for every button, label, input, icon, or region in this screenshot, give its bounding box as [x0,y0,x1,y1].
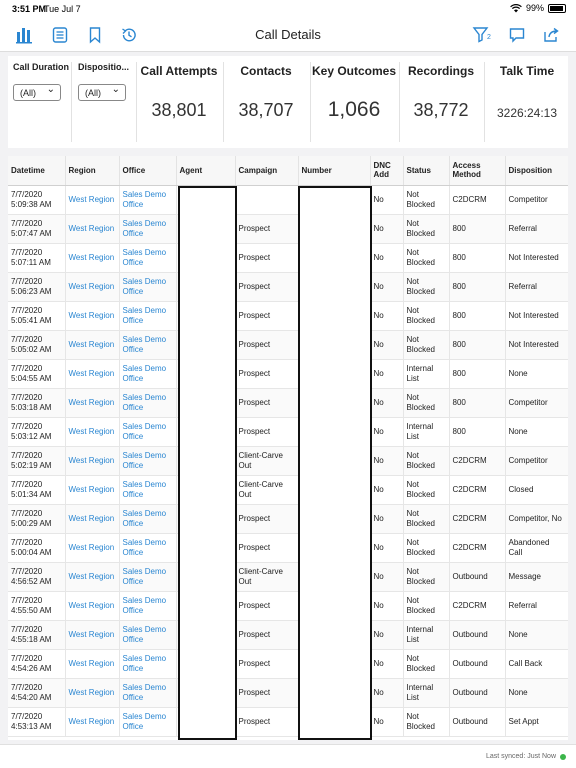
kpi-label: Contacts [240,64,292,78]
kpi-label: Call Attempts [140,64,218,78]
cell-office[interactable]: Sales Demo Office [119,591,176,620]
cell-disposition: Competitor, No [505,504,568,533]
cell-status: Not Blocked [403,185,449,214]
cell-region[interactable]: West Region [65,591,119,620]
cell-disposition: Abandoned Call [505,533,568,562]
kpi-talk-time[interactable] [486,56,568,148]
cell-status: Internal List [403,678,449,707]
sync-status-icon [560,754,566,760]
cell-dnc-add: No [370,446,403,475]
cell-office[interactable]: Sales Demo Office [119,678,176,707]
cell-office[interactable]: Sales Demo Office [119,388,176,417]
cell-region[interactable]: West Region [65,649,119,678]
table-row[interactable] [8,533,568,562]
cell-disposition: Set Appt [505,707,568,736]
cell-status: Not Blocked [403,649,449,678]
cell-dnc-add: No [370,214,403,243]
cell-campaign: Prospect [235,649,298,678]
kpi-value: 38,801 [151,100,207,120]
cell-region[interactable]: West Region [65,388,119,417]
table-row[interactable] [8,388,568,417]
cell-status: Not Blocked [403,272,449,301]
battery-icon [548,4,566,13]
cell-status: Not Blocked [403,533,449,562]
table-row[interactable] [8,214,568,243]
cell-status: Internal List [403,417,449,446]
table-row[interactable] [8,475,568,504]
table-row[interactable] [8,301,568,330]
cell-disposition: Competitor [505,185,568,214]
cell-office[interactable]: Sales Demo Office [119,185,176,214]
column-header-dnc-add[interactable]: DNC Add [370,156,403,185]
column-header-agent[interactable]: Agent [176,156,235,185]
cell-datetime: 7/7/2020 5:07:11 AM [8,243,65,272]
table-row[interactable] [8,620,568,649]
cell-status: Not Blocked [403,243,449,272]
cell-dnc-add: No [370,301,403,330]
cell-campaign: Prospect [235,359,298,388]
number-redaction-box [298,186,372,740]
cell-campaign: Prospect [235,504,298,533]
filter-label: Call Duration [13,62,70,72]
cell-disposition: None [505,678,568,707]
cell-datetime: 7/7/2020 5:00:29 AM [8,504,65,533]
cell-status: Not Blocked [403,388,449,417]
cell-dnc-add: No [370,678,403,707]
table-row[interactable] [8,504,568,533]
status-bar [0,0,576,18]
cell-access-method: C2DCRM [449,533,505,562]
cell-datetime: 7/7/2020 5:05:41 AM [8,301,65,330]
column-header-access-method[interactable]: Access Method [449,156,505,185]
cell-office[interactable]: Sales Demo Office [119,214,176,243]
cell-office[interactable]: Sales Demo Office [119,446,176,475]
cell-dnc-add: No [370,475,403,504]
cell-access-method: Outbound [449,678,505,707]
cell-status: Not Blocked [403,591,449,620]
cell-disposition: Competitor [505,388,568,417]
cell-region[interactable]: West Region [65,620,119,649]
cell-region[interactable]: West Region [65,707,119,736]
cell-datetime: 7/7/2020 4:53:13 AM [8,707,65,736]
cell-access-method: Outbound [449,620,505,649]
cell-status: Not Blocked [403,214,449,243]
cell-region[interactable]: West Region [65,562,119,591]
page-title: Call Details [255,27,321,42]
kpi-label: Key Outcomes [312,64,397,78]
cell-office[interactable]: Sales Demo Office [119,504,176,533]
cell-office[interactable]: Sales Demo Office [119,649,176,678]
cell-dnc-add: No [370,388,403,417]
cell-office[interactable]: Sales Demo Office [119,620,176,649]
share-icon[interactable] [541,25,561,45]
kpi-value: 3226:24:13 [496,106,558,120]
divider [484,62,485,142]
table-row[interactable] [8,272,568,301]
divider [399,62,400,142]
table-row[interactable] [8,417,568,446]
table-row[interactable] [8,243,568,272]
filter-count-badge: 2 [487,34,491,41]
cell-region[interactable]: West Region [65,678,119,707]
kpi-label: Recordings [407,64,474,78]
comment-icon[interactable] [507,25,527,45]
cell-access-method: 800 [449,359,505,388]
filter-icon[interactable] [472,25,496,45]
cell-region[interactable]: West Region [65,359,119,388]
cell-status: Not Blocked [403,504,449,533]
cell-access-method: 800 [449,301,505,330]
cell-office[interactable]: Sales Demo Office [119,533,176,562]
cell-dnc-add: No [370,707,403,736]
table-row[interactable] [8,562,568,591]
cell-access-method: C2DCRM [449,185,505,214]
divider [136,62,137,142]
kpi-call-attempts[interactable] [138,56,220,148]
cell-office[interactable]: Sales Demo Office [119,417,176,446]
cell-access-method: 800 [449,330,505,359]
cell-access-method: C2DCRM [449,504,505,533]
cell-dnc-add: No [370,272,403,301]
footer [0,744,576,768]
cell-access-method: 800 [449,214,505,243]
cell-datetime: 7/7/2020 4:54:20 AM [8,678,65,707]
cell-status: Not Blocked [403,562,449,591]
cell-status: Internal List [403,359,449,388]
cell-access-method: Outbound [449,562,505,591]
cell-office[interactable]: Sales Demo Office [119,359,176,388]
table-row[interactable] [8,678,568,707]
kpi-contacts[interactable] [225,56,307,148]
cell-campaign: Prospect [235,301,298,330]
cell-datetime: 7/7/2020 4:54:26 AM [8,649,65,678]
cell-status: Not Blocked [403,330,449,359]
cell-campaign: Prospect [235,243,298,272]
cell-dnc-add: No [370,591,403,620]
cell-region[interactable]: West Region [65,185,119,214]
kpi-key-outcomes[interactable] [312,56,396,148]
cell-region[interactable]: West Region [65,475,119,504]
column-header-region[interactable]: Region [65,156,119,185]
cell-disposition: Message [505,562,568,591]
disposition-filter [78,62,138,101]
cell-access-method: 800 [449,388,505,417]
kpi-value: 1,066 [327,98,381,121]
call-details-table [8,156,568,740]
cell-region[interactable]: West Region [65,446,119,475]
table-row[interactable] [8,446,568,475]
toolbar [0,18,576,52]
cell-status: Internal List [403,620,449,649]
cell-disposition: Referral [505,591,568,620]
cell-region[interactable]: West Region [65,243,119,272]
cell-disposition: Competitor [505,446,568,475]
cell-dnc-add: No [370,620,403,649]
cell-datetime: 7/7/2020 5:03:12 AM [8,417,65,446]
call-duration-filter [13,62,73,101]
cell-dnc-add: No [370,359,403,388]
cell-office[interactable]: Sales Demo Office [119,475,176,504]
cell-campaign: Prospect [235,620,298,649]
cell-datetime: 7/7/2020 5:07:47 AM [8,214,65,243]
cell-campaign: Prospect [235,214,298,243]
table-row[interactable] [8,591,568,620]
cell-datetime: 7/7/2020 5:00:04 AM [8,533,65,562]
table-row[interactable] [8,359,568,388]
cell-access-method: Outbound [449,649,505,678]
summary-panel [8,56,568,148]
divider [310,62,311,142]
cell-status: Not Blocked [403,446,449,475]
battery-percent: 99% [525,3,544,13]
filter-label: Dispositio... [78,62,130,72]
table-header-row [8,156,568,185]
divider [71,62,72,142]
cell-office[interactable]: Sales Demo Office [119,330,176,359]
cell-datetime: 7/7/2020 5:03:18 AM [8,388,65,417]
call-duration-select[interactable]: (All) ⌄ [13,84,61,101]
cell-disposition: None [505,620,568,649]
cell-region[interactable]: West Region [65,533,119,562]
cell-office[interactable]: Sales Demo Office [119,272,176,301]
cell-datetime: 7/7/2020 5:01:34 AM [8,475,65,504]
cell-dnc-add: No [370,330,403,359]
cell-datetime: 7/7/2020 5:09:38 AM [8,185,65,214]
cell-region[interactable]: West Region [65,330,119,359]
column-header-campaign[interactable]: Campaign [235,156,298,185]
cell-campaign: Client-Carve Out [235,446,298,475]
cell-dnc-add: No [370,185,403,214]
cell-campaign: Prospect [235,707,298,736]
cell-region[interactable]: West Region [65,301,119,330]
kpi-value: 38,707 [238,100,294,120]
cell-datetime: 7/7/2020 5:04:55 AM [8,359,65,388]
cell-access-method: Outbound [449,707,505,736]
last-synced-text: Last synced: Just Now [485,753,556,760]
cell-access-method: 800 [449,243,505,272]
column-header-number[interactable]: Number [298,156,370,185]
cell-region[interactable]: West Region [65,417,119,446]
cell-dnc-add: No [370,504,403,533]
table-row[interactable] [8,330,568,359]
cell-office[interactable]: Sales Demo Office [119,301,176,330]
cell-disposition: Closed [505,475,568,504]
cell-datetime: 7/7/2020 4:55:18 AM [8,620,65,649]
cell-status: Not Blocked [403,707,449,736]
cell-access-method: C2DCRM [449,446,505,475]
kpi-value: 38,772 [413,100,469,120]
cell-campaign: Prospect [235,330,298,359]
cell-disposition: Not Interested [505,330,568,359]
cell-disposition: Referral [505,272,568,301]
divider [223,62,224,142]
disposition-select[interactable]: (All) ⌄ [78,84,126,101]
cell-dnc-add: No [370,243,403,272]
cell-datetime: 7/7/2020 5:02:19 AM [8,446,65,475]
cell-campaign: Client-Carve Out [235,475,298,504]
cell-status: Not Blocked [403,475,449,504]
status-time: 3:51 PM [12,4,47,14]
cell-access-method: C2DCRM [449,475,505,504]
cell-dnc-add: No [370,649,403,678]
cell-disposition: None [505,359,568,388]
column-header-disposition[interactable]: Disposition [505,156,568,185]
cell-disposition: Not Interested [505,301,568,330]
cell-datetime: 7/7/2020 4:55:50 AM [8,591,65,620]
cell-campaign: Prospect [235,388,298,417]
cell-campaign: Client-Carve Out [235,562,298,591]
status-date: Tue Jul 7 [44,4,81,14]
table-row[interactable] [8,185,568,214]
cell-dnc-add: No [370,533,403,562]
cell-disposition: Not Interested [505,243,568,272]
kpi-recordings[interactable] [401,56,481,148]
column-header-datetime[interactable]: Datetime [8,156,65,185]
cell-office[interactable]: Sales Demo Office [119,562,176,591]
table-row[interactable] [8,649,568,678]
cell-campaign: Prospect [235,272,298,301]
kpi-label: Talk Time [499,64,555,78]
wifi-icon [510,4,522,13]
column-header-office[interactable]: Office [119,156,176,185]
cell-dnc-add: No [370,562,403,591]
cell-office[interactable]: Sales Demo Office [119,243,176,272]
cell-disposition: Referral [505,214,568,243]
cell-region[interactable]: West Region [65,504,119,533]
cell-datetime: 7/7/2020 5:06:23 AM [8,272,65,301]
cell-campaign: Prospect [235,678,298,707]
table-row[interactable] [8,707,568,736]
cell-region[interactable]: West Region [65,272,119,301]
cell-campaign: Prospect [235,591,298,620]
cell-disposition: Call Back [505,649,568,678]
cell-campaign: Prospect [235,533,298,562]
cell-access-method: 800 [449,272,505,301]
cell-datetime: 7/7/2020 4:56:52 AM [8,562,65,591]
cell-region[interactable]: West Region [65,214,119,243]
cell-access-method: 800 [449,417,505,446]
column-header-status[interactable]: Status [403,156,449,185]
cell-status: Not Blocked [403,301,449,330]
cell-campaign [235,185,298,214]
cell-access-method: C2DCRM [449,591,505,620]
cell-campaign: Prospect [235,417,298,446]
cell-dnc-add: No [370,417,403,446]
cell-datetime: 7/7/2020 5:05:02 AM [8,330,65,359]
cell-office[interactable]: Sales Demo Office [119,707,176,736]
agent-redaction-box [178,186,237,740]
cell-disposition: None [505,417,568,446]
